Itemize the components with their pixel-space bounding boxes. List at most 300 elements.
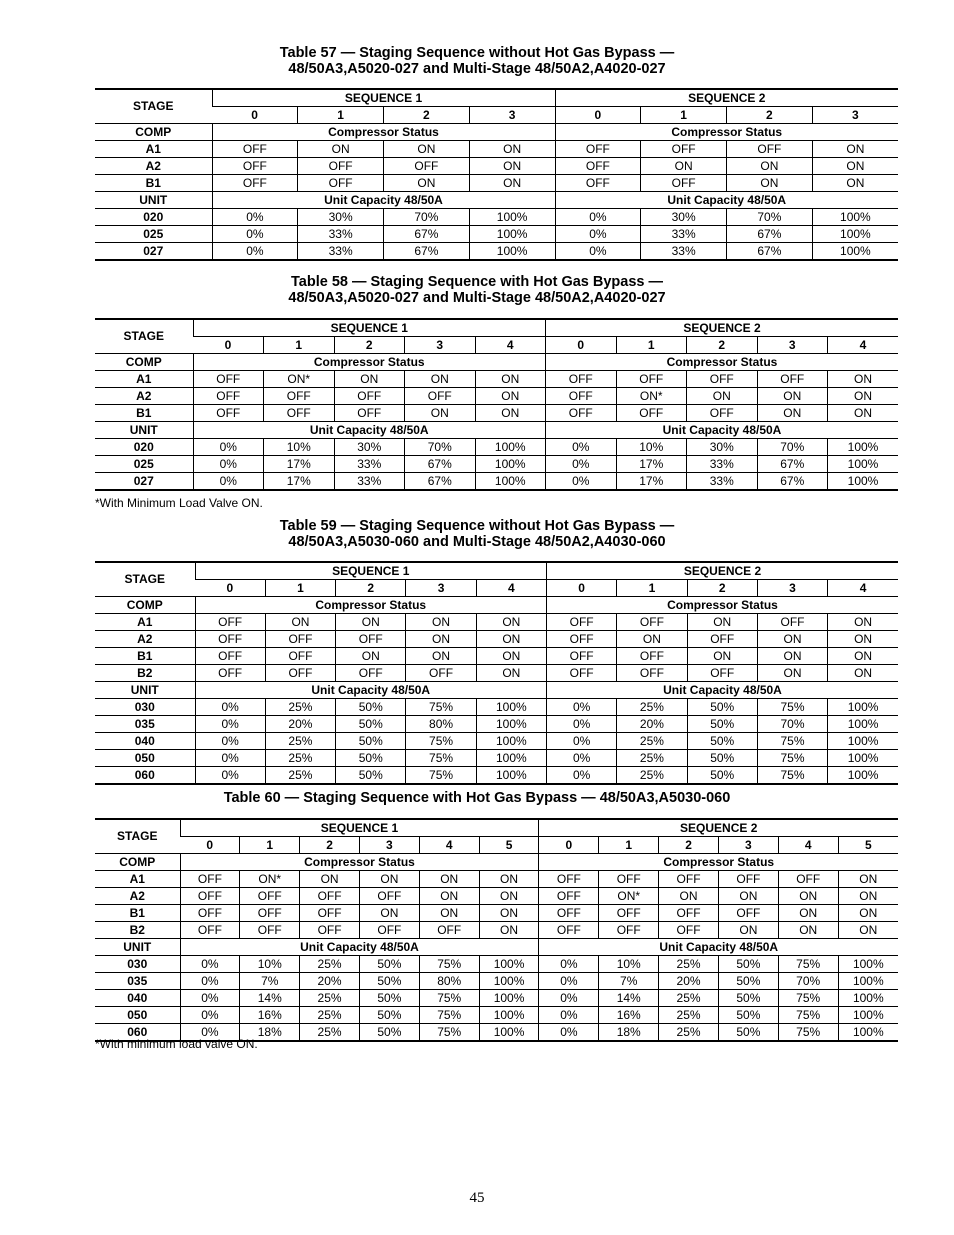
status-cell: ON bbox=[476, 631, 546, 648]
step-number: 0 bbox=[546, 580, 616, 597]
status-cell: ON bbox=[298, 141, 384, 158]
status-cell: OFF bbox=[300, 888, 360, 905]
status-cell: OFF bbox=[659, 871, 719, 888]
status-cell: OFF bbox=[359, 888, 419, 905]
status-cell: OFF bbox=[778, 871, 838, 888]
status-cell: ON bbox=[475, 405, 546, 422]
status-cell: ON bbox=[406, 614, 476, 631]
unit-size: 027 bbox=[95, 243, 212, 261]
capacity-cell: 0% bbox=[546, 733, 616, 750]
capacity-cell: 70% bbox=[727, 209, 813, 226]
capacity-cell: 80% bbox=[419, 973, 479, 990]
capacity-cell: 100% bbox=[469, 209, 555, 226]
unit-row bbox=[95, 956, 898, 973]
capacity-cell: 50% bbox=[359, 1007, 419, 1024]
capacity-cell: 0% bbox=[195, 699, 265, 716]
capacity-cell: 67% bbox=[757, 473, 828, 491]
capacity-cell: 75% bbox=[757, 767, 827, 785]
comp-label: COMP bbox=[95, 124, 212, 141]
capacity-cell: 50% bbox=[359, 973, 419, 990]
footnote: *With minimum load valve ON. bbox=[95, 1037, 258, 1051]
step-number: 1 bbox=[617, 580, 687, 597]
status-cell: OFF bbox=[727, 141, 813, 158]
capacity-cell: 0% bbox=[539, 1024, 599, 1042]
capacity-cell: 100% bbox=[828, 439, 899, 456]
status-cell: ON bbox=[757, 631, 827, 648]
capacity-cell: 20% bbox=[659, 973, 719, 990]
unit-row bbox=[95, 243, 898, 261]
status-cell: ON bbox=[718, 922, 778, 939]
capacity-cell: 50% bbox=[687, 699, 757, 716]
step-number: 1 bbox=[298, 107, 384, 124]
status-cell: OFF bbox=[687, 665, 757, 682]
status-cell: OFF bbox=[240, 905, 300, 922]
capacity-cell: 25% bbox=[265, 767, 335, 785]
status-cell: ON bbox=[727, 175, 813, 192]
comp-label: COMP bbox=[95, 854, 180, 871]
capacity-cell: 100% bbox=[479, 990, 539, 1007]
capacity-cell: 0% bbox=[546, 699, 616, 716]
unit-row bbox=[95, 439, 898, 456]
status-cell: ON bbox=[687, 648, 757, 665]
status-cell: OFF bbox=[212, 141, 298, 158]
capacity-cell: 50% bbox=[718, 973, 778, 990]
step-number: 4 bbox=[828, 337, 899, 354]
status-cell: OFF bbox=[718, 871, 778, 888]
step-number: 3 bbox=[757, 337, 828, 354]
compressor-name: A2 bbox=[95, 158, 212, 175]
step-number: 2 bbox=[384, 107, 470, 124]
capacity-cell: 100% bbox=[828, 767, 898, 785]
step-number: 2 bbox=[727, 107, 813, 124]
step-number: 0 bbox=[193, 337, 264, 354]
status-cell: OFF bbox=[300, 905, 360, 922]
status-cell: OFF bbox=[617, 648, 687, 665]
status-cell: ON bbox=[617, 631, 687, 648]
capacity-cell: 20% bbox=[617, 716, 687, 733]
unit-size: 035 bbox=[95, 716, 195, 733]
sequence-2-header: SEQUENCE 2 bbox=[555, 89, 898, 107]
capacity-cell: 100% bbox=[812, 209, 898, 226]
capacity-cell: 50% bbox=[718, 990, 778, 1007]
status-cell: OFF bbox=[659, 905, 719, 922]
status-cell: ON bbox=[334, 371, 405, 388]
status-cell: OFF bbox=[617, 665, 687, 682]
capacity-cell: 75% bbox=[778, 990, 838, 1007]
unit-size: 060 bbox=[95, 767, 195, 785]
capacity-cell: 7% bbox=[240, 973, 300, 990]
compressor-name: B2 bbox=[95, 665, 195, 682]
unit-size: 040 bbox=[95, 990, 180, 1007]
capacity-cell: 70% bbox=[405, 439, 476, 456]
unit-capacity-label: Unit Capacity 48/50A bbox=[555, 192, 898, 209]
sequence-2-header: SEQUENCE 2 bbox=[539, 819, 898, 837]
unit-size: 030 bbox=[95, 699, 195, 716]
step-number: 1 bbox=[240, 837, 300, 854]
capacity-cell: 0% bbox=[180, 956, 240, 973]
table-60-title bbox=[0, 790, 954, 806]
unit-label: UNIT bbox=[95, 192, 212, 209]
status-cell: ON bbox=[406, 631, 476, 648]
status-cell: OFF bbox=[359, 922, 419, 939]
capacity-cell: 50% bbox=[336, 699, 406, 716]
capacity-cell: 0% bbox=[539, 956, 599, 973]
capacity-cell: 33% bbox=[641, 243, 727, 261]
unit-size: 035 bbox=[95, 973, 180, 990]
compressor-row bbox=[95, 648, 898, 665]
step-number: 4 bbox=[828, 580, 898, 597]
unit-size: 020 bbox=[95, 439, 193, 456]
footnote: *With Minimum Load Valve ON. bbox=[95, 496, 263, 510]
capacity-cell: 25% bbox=[659, 956, 719, 973]
status-cell: OFF bbox=[195, 614, 265, 631]
status-cell: OFF bbox=[406, 665, 476, 682]
compressor-status-label: Compressor Status bbox=[546, 354, 899, 371]
table-title-line-2: 48/50A3,A5020-027 and Multi-Stage 48/50A2,A4020-027 bbox=[288, 61, 666, 77]
unit-size: 040 bbox=[95, 733, 195, 750]
status-cell: ON bbox=[475, 388, 546, 405]
capacity-cell: 75% bbox=[419, 956, 479, 973]
status-cell: ON* bbox=[599, 888, 659, 905]
status-cell: ON bbox=[300, 871, 360, 888]
capacity-cell: 14% bbox=[240, 990, 300, 1007]
capacity-cell: 0% bbox=[546, 473, 617, 491]
unit-size: 050 bbox=[95, 750, 195, 767]
compressor-row bbox=[95, 141, 898, 158]
step-number: 5 bbox=[838, 837, 898, 854]
status-cell: OFF bbox=[419, 922, 479, 939]
capacity-cell: 33% bbox=[334, 456, 405, 473]
capacity-cell: 80% bbox=[406, 716, 476, 733]
capacity-cell: 25% bbox=[617, 750, 687, 767]
capacity-cell: 0% bbox=[212, 243, 298, 261]
status-cell: ON bbox=[812, 175, 898, 192]
capacity-cell: 25% bbox=[659, 990, 719, 1007]
status-cell: OFF bbox=[195, 631, 265, 648]
unit-capacity-label: Unit Capacity 48/50A bbox=[546, 682, 898, 699]
capacity-cell: 0% bbox=[212, 209, 298, 226]
status-cell: ON bbox=[476, 614, 546, 631]
unit-size: 025 bbox=[95, 456, 193, 473]
status-cell: OFF bbox=[546, 665, 616, 682]
status-cell: ON* bbox=[240, 871, 300, 888]
capacity-cell: 75% bbox=[419, 1024, 479, 1042]
capacity-cell: 0% bbox=[539, 990, 599, 1007]
capacity-cell: 100% bbox=[828, 733, 898, 750]
status-cell: ON bbox=[641, 158, 727, 175]
capacity-cell: 0% bbox=[180, 990, 240, 1007]
capacity-cell: 50% bbox=[687, 767, 757, 785]
capacity-cell: 50% bbox=[687, 716, 757, 733]
status-cell: OFF bbox=[757, 614, 827, 631]
capacity-cell: 25% bbox=[300, 1007, 360, 1024]
step-number: 1 bbox=[599, 837, 659, 854]
capacity-cell: 0% bbox=[555, 243, 641, 261]
status-cell: ON bbox=[469, 158, 555, 175]
unit-row bbox=[95, 226, 898, 243]
capacity-cell: 25% bbox=[300, 956, 360, 973]
staging-table-58 bbox=[95, 318, 898, 491]
capacity-cell: 30% bbox=[298, 209, 384, 226]
capacity-cell: 10% bbox=[599, 956, 659, 973]
status-cell: ON bbox=[727, 158, 813, 175]
header-row bbox=[95, 562, 898, 580]
status-cell: OFF bbox=[405, 388, 476, 405]
capacity-cell: 75% bbox=[419, 1007, 479, 1024]
unit-section-row bbox=[95, 192, 898, 209]
unit-capacity-label: Unit Capacity 48/50A bbox=[212, 192, 555, 209]
step-number: 3 bbox=[406, 580, 476, 597]
compressor-row bbox=[95, 614, 898, 631]
compressor-status-label: Compressor Status bbox=[180, 854, 539, 871]
status-cell: OFF bbox=[212, 175, 298, 192]
step-number: 2 bbox=[300, 837, 360, 854]
status-cell: OFF bbox=[180, 888, 240, 905]
comp-section-row bbox=[95, 597, 898, 614]
status-cell: ON bbox=[812, 141, 898, 158]
capacity-cell: 100% bbox=[812, 243, 898, 261]
step-number: 0 bbox=[555, 107, 641, 124]
status-cell: OFF bbox=[334, 405, 405, 422]
unit-row bbox=[95, 716, 898, 733]
capacity-cell: 50% bbox=[718, 1024, 778, 1042]
status-cell: OFF bbox=[300, 922, 360, 939]
capacity-cell: 0% bbox=[195, 767, 265, 785]
capacity-cell: 100% bbox=[469, 226, 555, 243]
unit-row bbox=[95, 767, 898, 785]
capacity-cell: 50% bbox=[687, 733, 757, 750]
status-cell: OFF bbox=[546, 631, 616, 648]
capacity-cell: 100% bbox=[476, 733, 546, 750]
step-number: 0 bbox=[212, 107, 298, 124]
capacity-cell: 18% bbox=[240, 1024, 300, 1042]
status-cell: ON bbox=[406, 648, 476, 665]
unit-size: 060 bbox=[95, 1024, 180, 1042]
step-number: 0 bbox=[195, 580, 265, 597]
status-cell: OFF bbox=[616, 371, 687, 388]
sequence-1-header: SEQUENCE 1 bbox=[193, 319, 546, 337]
status-cell: OFF bbox=[264, 405, 335, 422]
status-cell: OFF bbox=[546, 405, 617, 422]
capacity-cell: 10% bbox=[264, 439, 335, 456]
capacity-cell: 100% bbox=[812, 226, 898, 243]
status-cell: OFF bbox=[212, 158, 298, 175]
status-cell: OFF bbox=[617, 614, 687, 631]
capacity-cell: 75% bbox=[778, 1024, 838, 1042]
capacity-cell: 75% bbox=[406, 699, 476, 716]
unit-row bbox=[95, 1007, 898, 1024]
table-title-line-1: Table 59 — Staging Sequence without Hot Gas Bypass — bbox=[279, 518, 675, 534]
step-number: 3 bbox=[757, 580, 827, 597]
status-cell: ON bbox=[757, 388, 828, 405]
capacity-cell: 33% bbox=[298, 243, 384, 261]
step-number: 4 bbox=[419, 837, 479, 854]
capacity-cell: 14% bbox=[599, 990, 659, 1007]
capacity-cell: 33% bbox=[298, 226, 384, 243]
status-cell: ON bbox=[687, 388, 758, 405]
status-cell: OFF bbox=[555, 175, 641, 192]
unit-capacity-label: Unit Capacity 48/50A bbox=[195, 682, 546, 699]
status-cell: ON bbox=[838, 922, 898, 939]
unit-section-row bbox=[95, 422, 898, 439]
capacity-cell: 17% bbox=[616, 456, 687, 473]
stage-header: STAGE bbox=[95, 319, 193, 354]
compressor-name: A1 bbox=[95, 614, 195, 631]
unit-capacity-label: Unit Capacity 48/50A bbox=[193, 422, 546, 439]
table-title-line-1: Table 57 — Staging Sequence without Hot Gas Bypass — bbox=[279, 45, 675, 61]
status-cell: ON bbox=[469, 141, 555, 158]
sequence-1-header: SEQUENCE 1 bbox=[195, 562, 546, 580]
capacity-cell: 30% bbox=[687, 439, 758, 456]
capacity-cell: 100% bbox=[475, 439, 546, 456]
unit-section-row bbox=[95, 682, 898, 699]
status-cell: OFF bbox=[599, 922, 659, 939]
status-cell: ON bbox=[828, 648, 898, 665]
capacity-cell: 0% bbox=[546, 456, 617, 473]
capacity-cell: 30% bbox=[641, 209, 727, 226]
step-number: 3 bbox=[469, 107, 555, 124]
capacity-cell: 75% bbox=[406, 767, 476, 785]
status-cell: ON bbox=[359, 871, 419, 888]
step-number: 1 bbox=[616, 337, 687, 354]
status-cell: ON bbox=[718, 888, 778, 905]
status-cell: OFF bbox=[546, 371, 617, 388]
capacity-cell: 67% bbox=[405, 473, 476, 491]
unit-row bbox=[95, 990, 898, 1007]
compressor-row bbox=[95, 665, 898, 682]
table-59-title bbox=[0, 518, 954, 550]
table-title-line-1: Table 60 — Staging Sequence with Hot Gas Bypass — 48/50A3,A5030-060 bbox=[223, 790, 731, 806]
staging-table-57 bbox=[95, 88, 898, 261]
status-cell: ON bbox=[778, 905, 838, 922]
status-cell: ON bbox=[828, 405, 899, 422]
status-cell: ON* bbox=[616, 388, 687, 405]
status-cell: OFF bbox=[641, 141, 727, 158]
status-cell: ON bbox=[475, 371, 546, 388]
status-cell: ON bbox=[659, 888, 719, 905]
capacity-cell: 75% bbox=[778, 956, 838, 973]
step-header-row bbox=[95, 337, 898, 354]
status-cell: OFF bbox=[687, 405, 758, 422]
status-cell: OFF bbox=[555, 141, 641, 158]
capacity-cell: 50% bbox=[336, 750, 406, 767]
status-cell: ON bbox=[384, 141, 470, 158]
status-cell: ON bbox=[479, 905, 539, 922]
capacity-cell: 75% bbox=[406, 750, 476, 767]
capacity-cell: 30% bbox=[334, 439, 405, 456]
status-cell: ON bbox=[419, 871, 479, 888]
compressor-name: B1 bbox=[95, 648, 195, 665]
status-cell: ON bbox=[419, 905, 479, 922]
compressor-name: B1 bbox=[95, 405, 193, 422]
step-number: 1 bbox=[265, 580, 335, 597]
staging-table-60 bbox=[95, 818, 898, 1042]
compressor-status-label: Compressor Status bbox=[195, 597, 546, 614]
compressor-name: B1 bbox=[95, 175, 212, 192]
comp-section-row bbox=[95, 124, 898, 141]
step-number: 1 bbox=[264, 337, 335, 354]
status-cell: OFF bbox=[539, 871, 599, 888]
capacity-cell: 25% bbox=[265, 733, 335, 750]
status-cell: OFF bbox=[265, 648, 335, 665]
status-cell: OFF bbox=[539, 922, 599, 939]
unit-size: 050 bbox=[95, 1007, 180, 1024]
step-number: 3 bbox=[359, 837, 419, 854]
capacity-cell: 67% bbox=[405, 456, 476, 473]
capacity-cell: 50% bbox=[687, 750, 757, 767]
capacity-cell: 100% bbox=[838, 1007, 898, 1024]
capacity-cell: 25% bbox=[617, 767, 687, 785]
capacity-cell: 25% bbox=[300, 1024, 360, 1042]
status-cell: ON bbox=[336, 648, 406, 665]
comp-section-row bbox=[95, 854, 898, 871]
compressor-row bbox=[95, 922, 898, 939]
step-number: 0 bbox=[180, 837, 240, 854]
capacity-cell: 0% bbox=[180, 1007, 240, 1024]
capacity-cell: 75% bbox=[757, 699, 827, 716]
capacity-cell: 33% bbox=[641, 226, 727, 243]
status-cell: OFF bbox=[193, 371, 264, 388]
unit-size: 027 bbox=[95, 473, 193, 491]
compressor-status-label: Compressor Status bbox=[555, 124, 898, 141]
status-cell: OFF bbox=[265, 631, 335, 648]
status-cell: ON bbox=[384, 175, 470, 192]
capacity-cell: 16% bbox=[599, 1007, 659, 1024]
unit-label: UNIT bbox=[95, 682, 195, 699]
capacity-cell: 100% bbox=[828, 699, 898, 716]
status-cell: ON bbox=[687, 614, 757, 631]
capacity-cell: 0% bbox=[195, 750, 265, 767]
unit-row bbox=[95, 733, 898, 750]
status-cell: ON bbox=[828, 371, 899, 388]
status-cell: OFF bbox=[180, 905, 240, 922]
status-cell: ON bbox=[479, 888, 539, 905]
status-cell: ON* bbox=[264, 371, 335, 388]
header-row bbox=[95, 89, 898, 107]
compressor-name: A2 bbox=[95, 388, 193, 405]
capacity-cell: 0% bbox=[195, 733, 265, 750]
unit-row bbox=[95, 473, 898, 491]
unit-capacity-label: Unit Capacity 48/50A bbox=[539, 939, 898, 956]
capacity-cell: 0% bbox=[546, 439, 617, 456]
step-number: 4 bbox=[476, 580, 546, 597]
table-57-title bbox=[0, 45, 954, 77]
status-cell: OFF bbox=[546, 388, 617, 405]
capacity-cell: 50% bbox=[359, 1024, 419, 1042]
stage-header: STAGE bbox=[95, 819, 180, 854]
capacity-cell: 75% bbox=[406, 733, 476, 750]
capacity-cell: 50% bbox=[336, 733, 406, 750]
compressor-name: A1 bbox=[95, 871, 180, 888]
capacity-cell: 100% bbox=[476, 750, 546, 767]
capacity-cell: 18% bbox=[599, 1024, 659, 1042]
capacity-cell: 0% bbox=[193, 473, 264, 491]
step-number: 2 bbox=[687, 580, 757, 597]
capacity-cell: 70% bbox=[778, 973, 838, 990]
capacity-cell: 0% bbox=[546, 716, 616, 733]
status-cell: ON bbox=[828, 631, 898, 648]
capacity-cell: 20% bbox=[300, 973, 360, 990]
capacity-cell: 17% bbox=[264, 456, 335, 473]
compressor-row bbox=[95, 905, 898, 922]
comp-section-row bbox=[95, 354, 898, 371]
compressor-status-label: Compressor Status bbox=[546, 597, 898, 614]
step-number: 4 bbox=[778, 837, 838, 854]
status-cell: ON bbox=[479, 871, 539, 888]
status-cell: OFF bbox=[546, 648, 616, 665]
step-number: 1 bbox=[641, 107, 727, 124]
status-cell: OFF bbox=[599, 905, 659, 922]
